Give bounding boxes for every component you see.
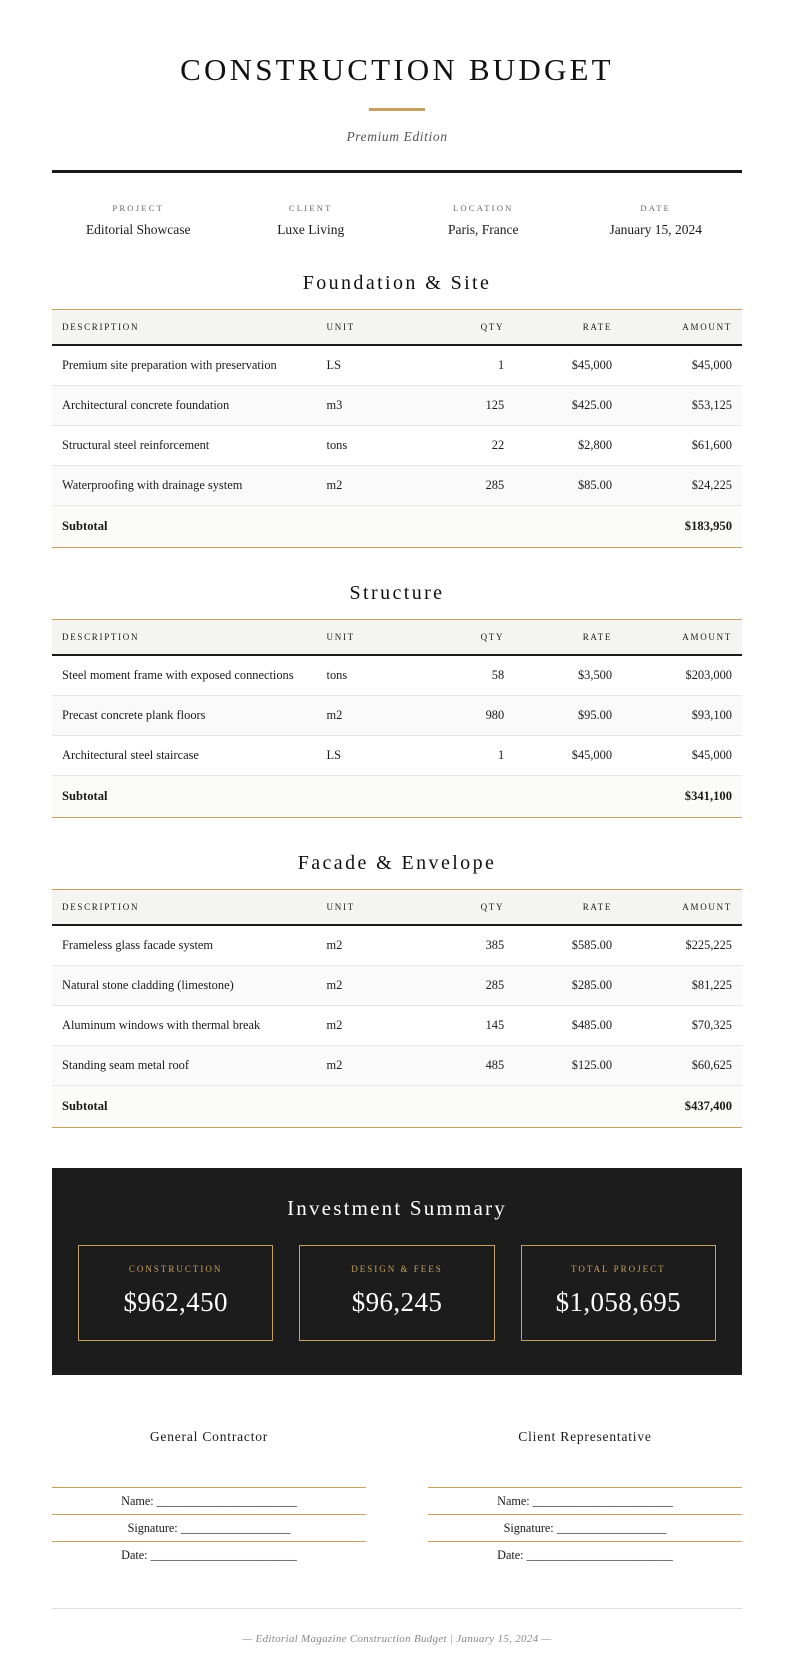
table-header-row	[52, 309, 742, 345]
section-title: Facade & Envelope	[297, 851, 497, 874]
cell-unit: tons	[317, 655, 419, 696]
budget-section	[0, 852, 794, 1128]
meta-value: Luxe Living	[277, 221, 345, 237]
subtotal-spacer-unit	[317, 775, 419, 817]
title-accent-rule	[369, 108, 425, 111]
meta-value: January 15, 2024	[609, 221, 703, 237]
cell-amount: $81,225	[622, 965, 742, 1005]
column-header-qty: QTY	[418, 619, 514, 655]
summary-box-construction	[78, 1245, 273, 1341]
table-row	[52, 695, 742, 735]
cell-description: Steel moment frame with exposed connections	[52, 655, 317, 696]
column-header-description: DESCRIPTION	[52, 619, 317, 655]
meta-item-location	[397, 203, 570, 238]
cell-qty: 1	[418, 735, 514, 775]
summary-box-total-project	[521, 1245, 716, 1341]
table-row	[52, 735, 742, 775]
cell-unit: LS	[317, 735, 419, 775]
summary-box-label: CONSTRUCTION	[128, 1263, 223, 1274]
section-title: Structure	[349, 581, 445, 604]
summary-box-value: $1,058,695	[555, 1286, 682, 1317]
table-row	[52, 425, 742, 465]
subtotal-label: Subtotal	[52, 505, 317, 547]
subtotal-amount: $183,950	[622, 505, 742, 547]
signature-role-label: Client Representative	[518, 1428, 652, 1444]
cell-amount: $61,600	[622, 425, 742, 465]
budget-section	[0, 272, 794, 548]
signature-signature-field[interactable]: Signature: __________________	[428, 1514, 742, 1541]
summary-box-row	[78, 1245, 716, 1341]
footer-text: — Editorial Magazine Construction Budget | January 15, 2024 —	[242, 1632, 552, 1645]
cell-description: Natural stone cladding (limestone)	[52, 965, 317, 1005]
cell-unit: m2	[317, 465, 419, 505]
column-header-unit: UNIT	[317, 889, 419, 925]
table-row	[52, 925, 742, 966]
subtotal-row	[52, 505, 742, 547]
cell-rate: $425.00	[514, 385, 622, 425]
cell-description: Aluminum windows with thermal break	[52, 1005, 317, 1045]
table-row	[52, 1005, 742, 1045]
summary-box-value: $96,245	[351, 1286, 443, 1317]
column-header-unit: UNIT	[317, 309, 419, 345]
table-row	[52, 655, 742, 696]
cell-rate: $285.00	[514, 965, 622, 1005]
cell-rate: $45,000	[514, 345, 622, 386]
column-header-unit: UNIT	[317, 619, 419, 655]
subtotal-spacer-qty	[418, 505, 514, 547]
cell-description: Architectural concrete foundation	[52, 385, 317, 425]
document-footer	[52, 1608, 742, 1645]
page-title: CONSTRUCTION BUDGET	[180, 52, 614, 87]
signature-role-label: General Contractor	[149, 1428, 269, 1444]
cell-amount: $60,625	[622, 1045, 742, 1085]
cell-unit: m2	[317, 1045, 419, 1085]
table-row	[52, 965, 742, 1005]
project-meta-row	[0, 173, 794, 238]
signature-signature-field[interactable]: Signature: __________________	[52, 1514, 366, 1541]
subtotal-spacer-unit	[317, 1085, 419, 1127]
cell-amount: $225,225	[622, 925, 742, 966]
section-title: Foundation & Site	[302, 271, 492, 294]
budget-table	[52, 309, 742, 548]
cell-unit: m2	[317, 965, 419, 1005]
cell-amount: $53,125	[622, 385, 742, 425]
cell-amount: $203,000	[622, 655, 742, 696]
cell-description: Standing seam metal roof	[52, 1045, 317, 1085]
cell-rate: $3,500	[514, 655, 622, 696]
column-header-description: DESCRIPTION	[52, 309, 317, 345]
signature-date-field[interactable]: Date: ________________________	[52, 1541, 366, 1568]
cell-qty: 285	[418, 965, 514, 1005]
column-header-amount: AMOUNT	[622, 309, 742, 345]
subtotal-spacer-qty	[418, 1085, 514, 1127]
cell-description: Precast concrete plank floors	[52, 695, 317, 735]
cell-qty: 145	[418, 1005, 514, 1045]
cell-qty: 58	[418, 655, 514, 696]
column-header-qty: QTY	[418, 889, 514, 925]
meta-label: CLIENT	[288, 202, 333, 213]
subtotal-spacer-qty	[418, 775, 514, 817]
subtotal-amount: $341,100	[622, 775, 742, 817]
summary-box-label: DESIGN & FEES	[351, 1263, 443, 1274]
subtotal-spacer-rate	[514, 1085, 622, 1127]
budget-section	[0, 582, 794, 818]
cell-description: Architectural steel staircase	[52, 735, 317, 775]
cell-qty: 22	[418, 425, 514, 465]
cell-rate: $585.00	[514, 925, 622, 966]
cell-amount: $45,000	[622, 345, 742, 386]
signature-name-field[interactable]: Name: _______________________	[52, 1487, 366, 1514]
cell-description: Structural steel reinforcement	[52, 425, 317, 465]
summary-box-design-fees	[299, 1245, 494, 1341]
subtotal-label: Subtotal	[52, 1085, 317, 1127]
budget-sections	[0, 272, 794, 1128]
table-header-row	[52, 619, 742, 655]
signature-block-general-contractor	[52, 1429, 366, 1568]
subtotal-spacer-rate	[514, 775, 622, 817]
signature-date-field[interactable]: Date: ________________________	[428, 1541, 742, 1568]
budget-table	[52, 889, 742, 1128]
subtotal-row	[52, 1085, 742, 1127]
cell-unit: tons	[317, 425, 419, 465]
cell-rate: $95.00	[514, 695, 622, 735]
table-row	[52, 465, 742, 505]
cell-qty: 1	[418, 345, 514, 386]
subtotal-amount: $437,400	[622, 1085, 742, 1127]
cell-rate: $85.00	[514, 465, 622, 505]
column-header-rate: RATE	[514, 889, 622, 925]
table-header-row	[52, 889, 742, 925]
meta-label: DATE	[640, 202, 672, 213]
cell-qty: 980	[418, 695, 514, 735]
table-row	[52, 345, 742, 386]
budget-table	[52, 619, 742, 818]
cell-unit: m3	[317, 385, 419, 425]
column-header-rate: RATE	[514, 619, 622, 655]
summary-title: Investment Summary	[287, 1195, 507, 1220]
meta-item-date	[570, 203, 743, 238]
column-header-rate: RATE	[514, 309, 622, 345]
signature-block-client-representative	[428, 1429, 742, 1568]
cell-rate: $45,000	[514, 735, 622, 775]
meta-label: PROJECT	[112, 202, 165, 213]
table-row	[52, 385, 742, 425]
cell-amount: $24,225	[622, 465, 742, 505]
cell-description: Waterproofing with drainage system	[52, 465, 317, 505]
subtotal-row	[52, 775, 742, 817]
summary-box-value: $962,450	[123, 1286, 228, 1317]
meta-value: Editorial Showcase	[85, 221, 191, 237]
cell-qty: 125	[418, 385, 514, 425]
meta-label: LOCATION	[452, 202, 514, 213]
cell-amount: $93,100	[622, 695, 742, 735]
cell-rate: $485.00	[514, 1005, 622, 1045]
column-header-amount: AMOUNT	[622, 889, 742, 925]
cell-amount: $70,325	[622, 1005, 742, 1045]
cell-unit: m2	[317, 1005, 419, 1045]
cell-unit: m2	[317, 695, 419, 735]
cell-description: Frameless glass facade system	[52, 925, 317, 966]
meta-item-client	[225, 203, 398, 238]
meta-item-project	[52, 203, 225, 238]
signature-name-field[interactable]: Name: _______________________	[428, 1487, 742, 1514]
summary-box-label: TOTAL PROJECT	[571, 1263, 666, 1274]
cell-description: Premium site preparation with preservation	[52, 345, 317, 386]
cell-unit: m2	[317, 925, 419, 966]
investment-summary-panel	[52, 1168, 742, 1375]
cell-qty: 285	[418, 465, 514, 505]
column-header-qty: QTY	[418, 309, 514, 345]
cell-unit: LS	[317, 345, 419, 386]
meta-value: Paris, France	[448, 221, 519, 237]
subtotal-spacer-rate	[514, 505, 622, 547]
column-header-amount: AMOUNT	[622, 619, 742, 655]
masthead	[0, 0, 794, 145]
column-header-description: DESCRIPTION	[52, 889, 317, 925]
cell-qty: 485	[418, 1045, 514, 1085]
subtotal-label: Subtotal	[52, 775, 317, 817]
page-subtitle: Premium Edition	[346, 128, 448, 144]
cell-rate: $125.00	[514, 1045, 622, 1085]
table-row	[52, 1045, 742, 1085]
subtotal-spacer-unit	[317, 505, 419, 547]
cell-amount: $45,000	[622, 735, 742, 775]
cell-qty: 385	[418, 925, 514, 966]
signature-area	[0, 1375, 794, 1568]
cell-rate: $2,800	[514, 425, 622, 465]
